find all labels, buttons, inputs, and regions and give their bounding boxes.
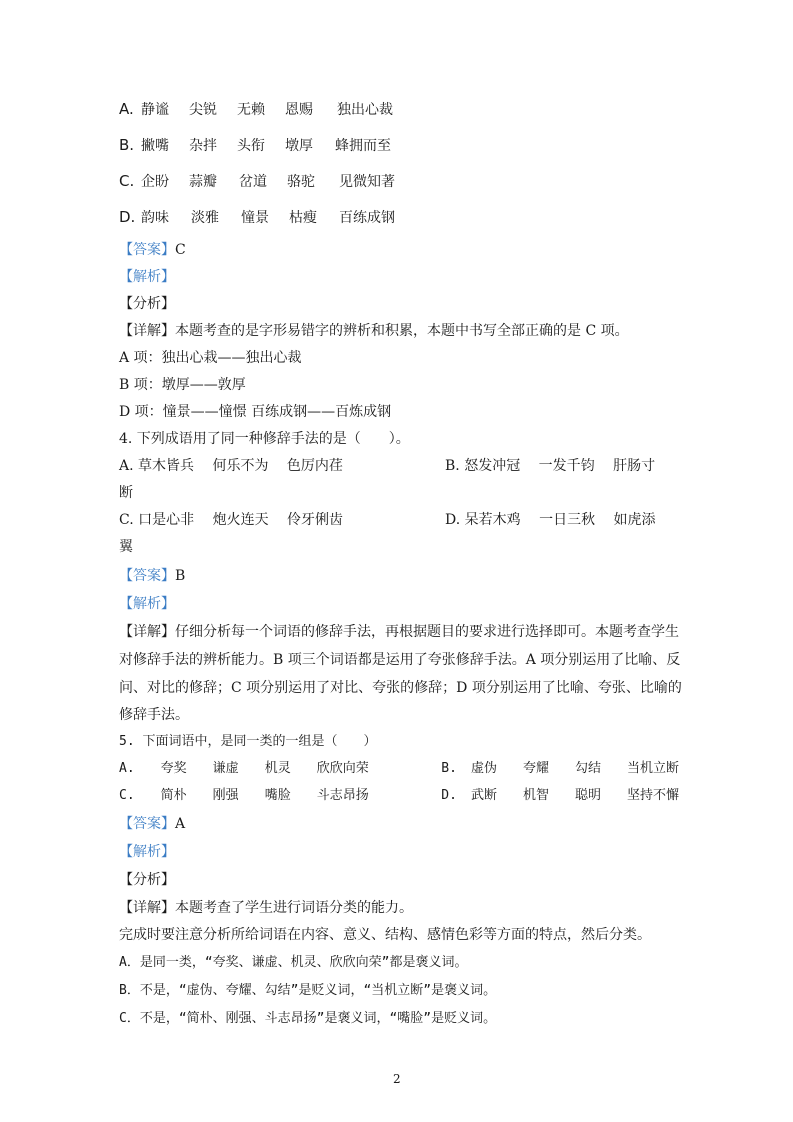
q3-correction-a: A 项：独出心栽——独出心裁 [119, 350, 302, 366]
q4-option-c: C. 口是心非 炮火连天 伶牙俐齿 [119, 512, 344, 528]
q3-option-d: D. 韵味 淡雅 憧景 枯瘦 百练成钢 [119, 208, 395, 226]
q5-options-ab [119, 760, 679, 778]
q3-fenxi-heading: 【分析】 [119, 296, 175, 312]
q3-correction-b: B 项：墩厚——敦厚 [119, 377, 246, 393]
q5-stem: 5. 下面词语中，是同一类的一组是（ ） [119, 734, 377, 749]
q4-option-d-wrap: 翼 [119, 539, 133, 555]
q3-detail: 【详解】本题考查的是字形易错字的辨析和积累，本题中书写全部正确的是 C 项。 [119, 323, 629, 339]
q3-correction-d: D 项：憧景——憧憬 百练成钢——百炼成钢 [119, 404, 392, 420]
q4-detail-line-1: 【详解】仔细分析每一个词语的修辞手法，再根据题目的要求进行选择即可。本题考查学生 [119, 624, 679, 640]
q4-option-d: D. 呆若木鸡 一日三秋 如虎添 [445, 512, 656, 528]
q5-option-b: B. 虚伪 夸耀 勾结 当机立断 [441, 761, 679, 776]
q3-option-b: B. 撇嘴 杂拌 头衔 墩厚 蜂拥而至 [119, 136, 391, 154]
q4-option-b: B. 怒发冲冠 一发千钧 肝肠寸 [445, 458, 656, 474]
q5-option-d: D. 武断 机智 聪明 坚持不懈 [441, 788, 679, 803]
q5-jiexi-heading: 【解析】 [119, 844, 175, 860]
q5-detail: 【详解】本题考查了学生进行词语分类的能力。 [119, 900, 413, 916]
q4-answer: 【答案】B [119, 568, 186, 584]
page-number: 2 [393, 1072, 401, 1086]
q4-option-b-wrap: 断 [119, 485, 133, 501]
q3-jiexi-heading: 【解析】 [119, 269, 175, 285]
q5-option-c: C. 简朴 刚强 嘴脸 斗志昂扬 [119, 788, 369, 803]
q5-answer: 【答案】A [119, 816, 186, 832]
q5-line-1: 完成时要注意分析所给词语在内容、意义、结构、感情色彩等方面的特点，然后分类。 [119, 927, 651, 943]
q4-jiexi-heading: 【解析】 [119, 596, 175, 612]
q5-line-c: C．不是，“简朴、刚强、斗志昂扬”是褒义词，“嘴脸”是贬义词。 [119, 1011, 497, 1026]
q4-detail-line-2: 对修辞手法的辨析能力。B 项三个词语都是运用了夸张修辞手法。A 项分别运用了比喻、反 [119, 652, 681, 668]
q4-option-a: A. 草木皆兵 何乐不为 色厉内荏 [119, 458, 343, 474]
q4-stem: 4. 下列成语用了同一种修辞手法的是（ ）。 [119, 431, 410, 447]
q5-option-a: A. 夸奖 谦虚 机灵 欣欣向荣 [119, 761, 369, 776]
q5-line-b: B．不是，“虚伪、夸耀、勾结”是贬义词，“当机立断”是褒义词。 [119, 983, 497, 998]
q4-detail-line-3: 问、对比的修辞；C 项分别运用了对比、夸张的修辞；D 项分别运用了比喻、夸张、比喻的 [119, 680, 682, 696]
q3-option-c: C. 企盼 蒜瓣 岔道 骆驼 见微知著 [119, 172, 395, 190]
q5-fenxi-heading: 【分析】 [119, 872, 175, 888]
q4-options-cd [119, 511, 679, 529]
q5-options-cd [119, 787, 679, 805]
q3-option-a: A. 静谧 尖锐 无赖 恩赐 独出心裁 [119, 100, 393, 118]
q5-line-a: A．是同一类，“夸奖、谦虚、机灵、欣欣向荣”都是褒义词。 [119, 955, 468, 970]
q3-answer: 【答案】C [119, 242, 186, 258]
q4-options-ab [119, 457, 679, 475]
q4-detail-line-4: 修辞手法。 [119, 707, 189, 723]
